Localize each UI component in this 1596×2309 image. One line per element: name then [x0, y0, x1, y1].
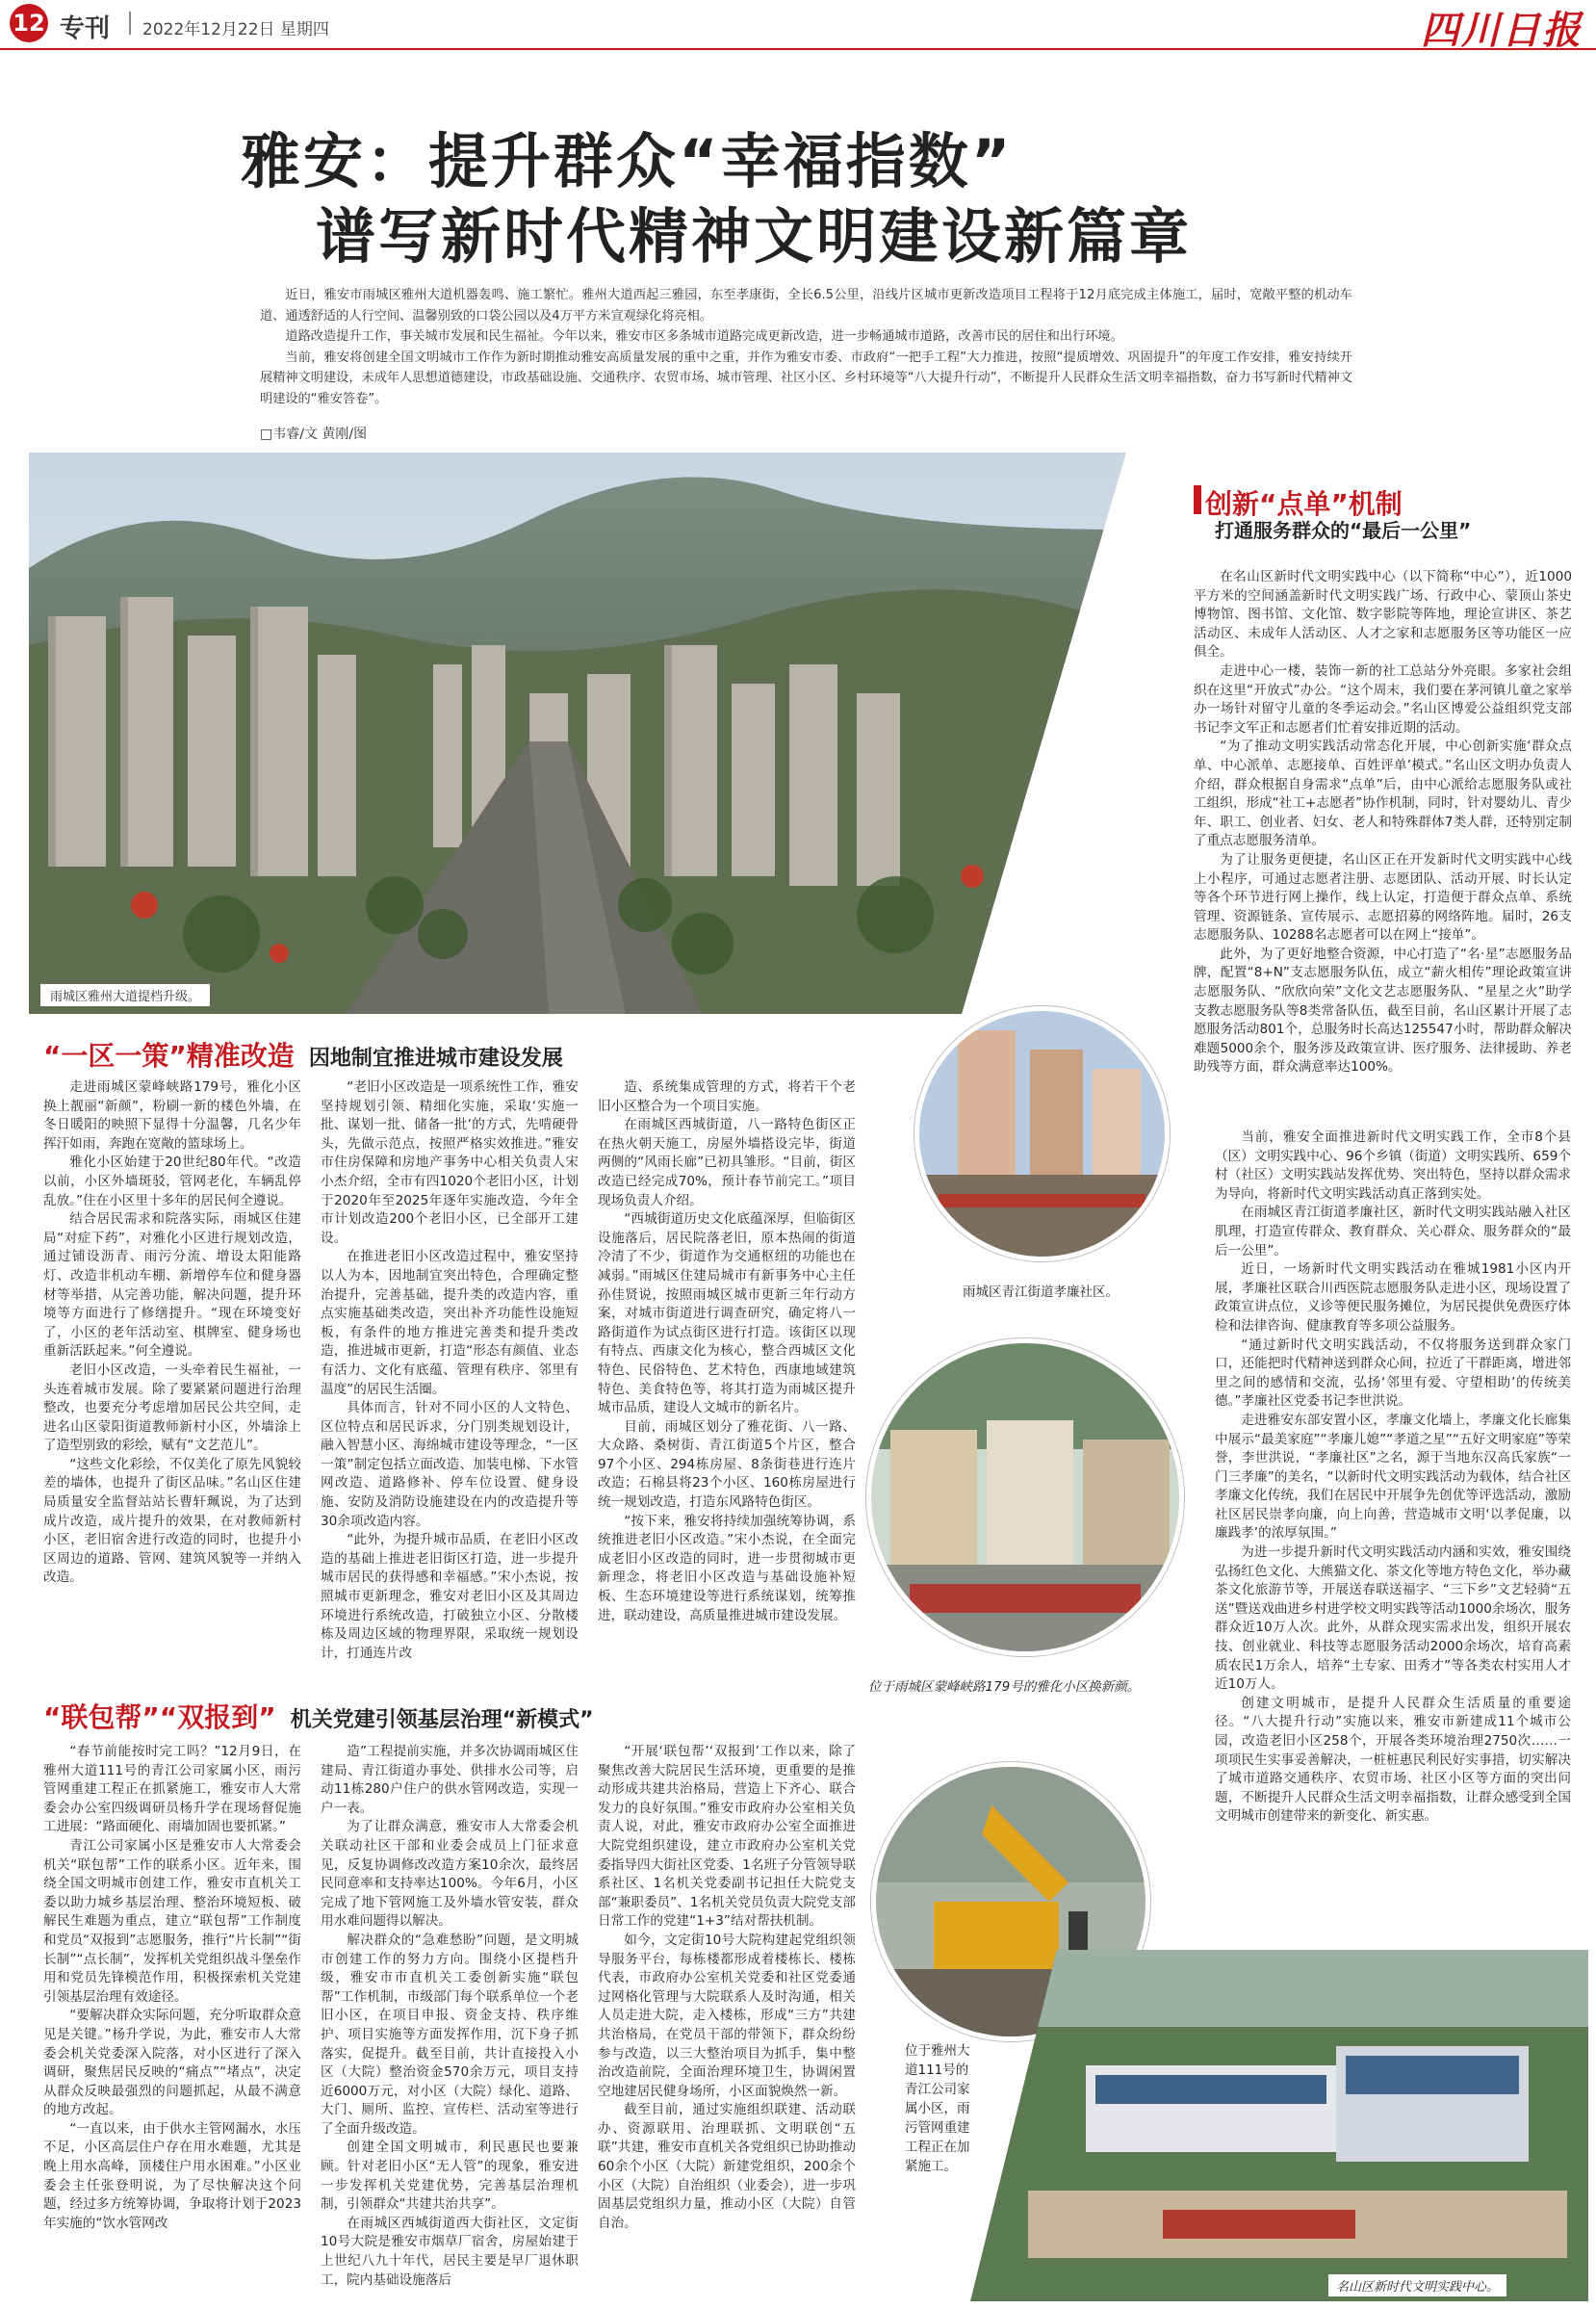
section-1-marker — [1194, 485, 1201, 514]
section-3-paragraph: 为了让群众满意，雅安市人大常委会机关联动社区干部和业委会成员上门征求意见，反复协调修改改造方案10余次，最终居民同意率和支持率达100%。今年6月，小区完成了地下管网施工及外墙水管安装，群众用水难问题得以解决。 — [321, 1819, 579, 1930]
page-header — [0, 0, 1596, 53]
section-3-paragraph: 解决群众的“急难愁盼”问题，是文明城市创建工作的努力方向。围绕小区提档升级，雅安市市直机关工委创新实施“联包帮”工作机制，市级部门每个联系单位一个老旧小区，在项目申报、资金支持、秩序维护、项目实施等方面发挥作用，沉下身子抓落实，促提升。截至目前，共计直接投入小区（大院）整治资金570余万元，项目支持近6000万元，对小区（大院）绿化、道路、大门、厕所、监控、宣传栏、活动室等进行了全面升级改造。 — [321, 1932, 579, 2137]
section-1-paragraph: 为了让服务更便捷，名山区正在开发新时代文明实践中心线上小程序，可通过志愿者注册、志愿团队、活动开展、时长认定等各个环节进行网上操作，线上认定，打造便于群众点单、系统管理、资源链条、宣传展示、志愿招募的网络阵地。届时，26支志愿服务队、10288名志愿者可以在网上“接单”。 — [1194, 851, 1572, 944]
section-2-paragraph: “按下来，雅安将持续加强统筹协调，系统推进老旧小区改造。”宋小杰说，在全面完成老旧小区改造的同时，进一步贯彻城市更新理念，将老旧小区改造与基础设施补短板、生态环境建设等进行系统谋划，统筹推进，联动建设，高质量推进城市建设发展。 — [598, 1513, 856, 1623]
issue-date: 2022年12月22日 星期四 — [142, 20, 329, 39]
section-3-title — [43, 1697, 594, 1735]
section-2-title-black: 因地制宜推进城市建设发展 — [308, 1047, 563, 1071]
section-1-title: 创新“点单”机制 — [1205, 488, 1403, 520]
byline: □韦睿/文 黄刚/图 — [260, 427, 368, 442]
section-2-paragraph: “西城街道历史文化底蕴深厚，但临街区设施落后，居民院落老旧，原本热闹的街道冷清了不少，街道作为交通枢纽的功能也在减弱。”雨城区住建局城市有新事务中心主任孙佳贤说，按照雨城区城市更新三年行动方案，对城市街道进行调查研究，确定将八一路街道作为试点街区进行打造。该街区以现有特点、西康文化为核心，整合西城区文化特色、民俗特色、艺术特色，西康地域建筑特色、美食特色等，将其打造为雨城区提升城市品质，建设人文城市的新名片。 — [598, 1211, 856, 1416]
section-2-title — [43, 1035, 563, 1074]
section-3-paragraph: 创建全国文明城市，利民惠民也要兼顾。针对老旧小区“无人管”的现象，雅安进一步发挥机关党建优势，完善基层治理机制，引领群众“共建共治共享”。 — [321, 2140, 579, 2213]
section-1-paragraph: 此外，为了更好地整合资源，中心打造了“名·星”志愿服务品牌，配置“8+N”支志愿服务队伍，成立“薪火相传”理论政策宣讲志愿服务队、“欣欣向荣”文化文艺志愿服务队、“星星之火”助学支教志愿服务队等8类常备队伍，截至目前，名山区累计开展了志愿服务活动801个，总服务时长高达125547小时，帮助群众解决难题5000余个，服务涉及政策宣讲、医疗服务、法律援助、养老助残等方面，群众满意率达100%。 — [1194, 946, 1572, 1076]
section-2-paragraph: 老旧小区改造，一头牵着民生福祉，一头连着城市发展。除了要紧紧问题进行治理整改，也要充分考虑增加居民公共空间，走进名山区蒙阳街道教师新村小区，外墙涂上了造型别致的彩绘，赋有“文艺范儿”。 — [43, 1362, 301, 1454]
section-3-paragraph: 在雨城区西城街道西大街社区，文定街10号大院是雅安市烟草厂宿舍，房屋始建于上世纪八九十年代，居民主要是早厂退休职工，院内基础设施落后 — [321, 2215, 579, 2288]
section-3-paragraph: “要解决群众实际问题，充分听取群众意见是关键。”杨升学说，为此，雅安市人大常委会机关党委深入院落，对小区进行了深入调研，聚焦居民反映的“痛点”“堵点”，决定从群众反映最强烈的问题抓起，从最不满意的地方改起。 — [43, 2008, 301, 2118]
section-1-paragraph: 走进中心一楼，装饰一新的社工总站分外亮眼。多家社会组织在这里“开放式”办公。“这个周末，我们要在茅河镇儿童之家举办一场针对留守儿童的冬季运动会。”名山区博爱公益组织党支部书记李文军正和志愿者们忙着安排近期的活动。 — [1194, 662, 1572, 736]
section-3-title-red: “联包帮”“双报到” — [43, 1701, 276, 1733]
section-2-paragraph: 在推进老旧小区改造过程中，雅安坚持以人为本，因地制宜突出特色，合理确定整治提升，完善基础，提升类的改造内容，重点实施基础类改造，突出补齐功能性设施短板，有条件的地方推进完善类和提升类改造，推进城市更新，打造“形态有颜值、业态有活力、文化有底蕴、管理有秩序、邻里有温度”的居民生活圈。 — [321, 1249, 579, 1397]
lead-paragraphs — [260, 285, 1352, 409]
circle-photo-3-caption: 位于雅州大道111号的青江公司家属小区，雨污管网重建工程正在加紧施工。 — [905, 2043, 970, 2174]
header-divider — [129, 12, 131, 35]
section-2-column-1 — [43, 1078, 301, 1675]
headline-line-1: 雅安：提升群众“幸福指数” — [241, 126, 1014, 196]
circle-photo-xiaolian-community — [914, 1006, 1170, 1261]
section-2-paragraph: 结合居民需求和院落实际，雨城区住建局“对症下药”，对雅化小区进行规划改造，通过铺设沥青、雨污分流、增设太阳能路灯、改造非机动车棚、新增停车位和健身器材等举措，从完善功能，解决问题，提升环境等方面进行了修缮提升。“现在环境变好了，小区的老年活动室、棋牌室、健身场也重新活跃起来。”何全遵说。 — [43, 1211, 301, 1360]
section-2-paragraph: 造、系统集成管理的方式，将若干个老旧小区整合为一个项目实施。 — [598, 1079, 856, 1114]
section-3-paragraph: 如今，文定街10号大院构建起党组织领导服务平台，每栋楼都形成着楼栋长、楼栋代表，市政府办公室机关党委和社区党委通过网格化管理与大院联系人及时沟通，相关人员走进大院，走入楼栋，形成“三方”共建共治格局，在党员干部的带领下，群众纷纷参与改造，以三大整治项目为抓手，集中整治改造前院，全面治理环境卫生，协调闲置空地建居民健身场所，小区面貌焕然一新。 — [598, 1932, 856, 2099]
section-1-subtitle: 打通服务群众的“最后一公里” — [1215, 519, 1472, 542]
section-1-column-a — [1194, 568, 1572, 1127]
section-2-title-red: “一区一策”精准改造 — [43, 1040, 295, 1072]
headline-line-2: 谱写新时代精神文明建设新篇章 — [316, 201, 1193, 272]
main-photo-city-road — [29, 453, 1126, 1014]
section-1-paragraph: 创建文明城市，是提升人民群众生活质量的重要途径。“八大提升行动”实施以来，雅安市新建成11个城市公园，改造老旧小区258个，开展各类环境治理2750次……一项项民生实事妥善解决，一桩桩惠民利民好实事措，切实解决了城市道路交通秩序、农贸市场、社区小区等方面的突出问题，不断提升人民群众生活文明幸福指数，让群众感受到全国文明城市创建带来的新变化、新实惠。 — [1215, 1695, 1571, 1825]
section-3-paragraph: “春节前能按时完工吗？”12月9日，在雅州大道111号的青江公司家属小区，雨污管网重建工程正在抓紧施工，雅安市人大常委会办公室四级调研员杨升学在现场督促施工进展：“路面硬化、雨墙加固也要抓紧。” — [43, 1744, 301, 1835]
section-1-column-b — [1215, 1129, 1571, 1937]
section-3-paragraph: 青江公司家属小区是雅安市人大常委会机关“联包帮”工作的联系小区。近年来，围绕全国文明城市创建工作，雅安市直机关工委以助力城乡基层治理、整治环境短板、破解民生难题为重点，建立“联包帮”工作制度和党员“双报到”志愿服务，推行“片长制”“街长制”“点长制”，发挥机关党组织战斗堡垒作用和党员先锋模范作用，积极探索机关党建引领基层治理有效途径。 — [43, 1837, 301, 2005]
section-2-column-2 — [321, 1078, 579, 1675]
section-3-column-1 — [43, 1743, 301, 2301]
page-number-badge: 12 — [10, 4, 48, 42]
section-3-paragraph: 造”工程提前实施，并多次协调雨城区住建局、青江街道办事处、供排水公司等，启动11栋280户住户的供水管网改造，实现一户一表。 — [321, 1744, 579, 1816]
section-2-column-3 — [598, 1078, 856, 1675]
section-1-paragraph: 近日，一场新时代文明实践活动在雅城1981小区内开展，孝廉社区联合川西医院志愿服务队走进小区，现场设置了政策宣讲点位，义诊等便民服务摊位，为居民提供免费医疗体检和法律咨询、健康教育等多项公益服务。 — [1215, 1261, 1571, 1334]
section-name: 专刊 — [60, 14, 111, 43]
section-2-paragraph: 在雨城区西城街道，八一路特色街区正在热火朝天施工，房屋外墙搭设完毕，街道两侧的“风雨长廊”已初具雏形。“目前，街区改造已经完成70%，预计春节前完工。”项目现场负责人介绍。 — [598, 1117, 856, 1208]
section-2-paragraph: 雅化小区始建于20世纪80年代。“改造以前，小区外墙斑驳，管网老化，车辆乱停乱放。”住在小区里十多年的居民何全遵说。 — [43, 1154, 301, 1208]
bottom-photo-civilization-center — [970, 1950, 1588, 2301]
section-2-paragraph: 具体而言，针对不同小区的人文特色、区位特点和居民诉求，分门别类规划设计，融入智慧小区、海绵城市建设等理念，“一区一策”制定包括立面改造、加装电梯、下水管网改造、道路修补、停车位设置、健身设施、安防及消防设施建设在内的改造提升等30余项改造内容。 — [321, 1400, 579, 1529]
section-3-paragraph: “开展‘联包帮’‘双报到’工作以来，除了聚焦改善大院居民生活环境，更重要的是推动形成共建共治格局，营造上下齐心、联合发力的良好氛围。”雅安市政府办公室相关负责人说，对此，雅安市政府办公室全面推进大院党组织建设，建立市政府办公室机关党委指导四大街社区党委、1名班子分管领导联系社区、1名机关党委副书记担任大院党支部“兼职委员”、1名机关党员负责大院党支部日常工作的党建“1+3”结对帮扶机制。 — [598, 1744, 856, 1930]
circle-photo-2-caption: 位于雨城区蒙峰峡路179号的雅化小区换新颜。 — [868, 1679, 1141, 1695]
lead-paragraph: 道路改造提升工作，事关城市发展和民生福祉。今年以来，雅安市区多条城市道路完成更新改造，进一步畅通城市道路，改善市民的居住和出行环境。 — [285, 329, 1123, 344]
lead-paragraph: 近日，雅安市雨城区雅州大道机器轰鸣、施工繁忙。雅州大道西起三雅园，东至孝康街，全长6.5公里，沿线片区城市更新改造项目工程将于12月底完成主体施工，届时，宽敞平整的机动车道、通透舒适的人行空间、温馨别致的口袋公园以及4万平方米宣观绿化将亮相。 — [260, 288, 1352, 324]
section-2-paragraph: “此外，为提升城市品质，在老旧小区改造的基础上推进老旧街区打造，进一步提升城市居民的获得感和幸福感。”宋小杰说，按照城市更新理念，雅安对老旧小区及其周边环境进行系统改造，打破独立小区、分散楼栋及周边区域的物理界限，采取统一规划设计，打通连片改 — [321, 1532, 579, 1661]
section-3-column-2 — [321, 1743, 579, 2301]
section-3-column-3 — [598, 1743, 856, 2301]
section-3-paragraph: 截至目前，通过实施组织联建、活动联办、资源联用、治理联抓、文明联创“五联”共建，雅安市直机关各党组织已协助推动60余个小区（大院）新建党组织，200余个小区（大院）自治组织（业委会），进一步巩固基层党组织力量，推动小区（大院）自管自治。 — [598, 2102, 856, 2231]
bottom-photo-caption: 名山区新时代文明实践中心。 — [1328, 2274, 1506, 2296]
masthead-logo: 四川日报 — [1421, 8, 1583, 53]
section-1-paragraph: 走进雅安东部安置小区，孝廉文化墙上，孝廉文化长廊集中展示“最美家庭”“孝廉儿媳”“孝道之星”“五好文明家庭”等荣誉，李世洪说，“孝廉社区”之名，源于当地东汉高氏家族“一门三孝廉”的美名，“以新时代文明实践活动为载体，结合社区孝廉文化传统，我们在居民中开展争先创优等评选活动，激励社区居民崇孝向廉，向上向善，营造城市文明‘以孝促廉，以廉践孝’的浓厚氛围。” — [1215, 1412, 1571, 1542]
section-1-paragraph: 在名山区新时代文明实践中心（以下简称“中心”），近1000平方米的空间涵盖新时代文明实践广场、行政中心、蒙顶山茶史博物馆、图书馆、文化馆、数字影院等阵地，理论宣讲区、茶艺活动区、未成年人活动区、人才之家和志愿服务区等功能区一应俱全。 — [1194, 569, 1572, 661]
main-photo-caption: 雨城区雅州大道提档升级。 — [40, 984, 210, 1006]
circle-photo-1-caption: 雨城区青江街道孝廉社区。 — [963, 1284, 1119, 1300]
section-1-paragraph: 当前，雅安全面推进新时代文明实践工作，全市8个县（区）文明实践中心、96个乡镇（街道）文明实践所、659个村（社区）文明实践站发挥优势、突出特色，坚持以群众需求为导向，将新时代文明实践活动真正落到实处。 — [1215, 1129, 1571, 1202]
section-1-paragraph: “通过新时代文明实践活动，不仅将服务送到群众家门口，还能把时代精神送到群众心间，拉近了干群距离，增进邻里之间的感情和交流，弘扬‘邻里有爱、守望相助’的传统美德。”孝廉社区党委书记李世洪说。 — [1215, 1336, 1571, 1410]
section-2-paragraph: “这些文化彩绘，不仅美化了原先风貌较差的墙体，也提升了街区品味。”名山区住建局质量安全监督站站长曹轩珮说，为了达到成片改造，成片提升的效果，在对教师新村小区，老旧宿舍进行改造的同时，也提升小区周边的道路、管网、建筑风貌等一并纳入改造。 — [43, 1456, 301, 1586]
section-1-paragraph: 为进一步提升新时代文明实践活动内涵和实效，雅安围绕弘扬红色文化、大熊猫文化、茶文化等地方特色文化，举办藏茶文化旅游节等，开展送春联送福字、“三下乡”文艺轻骑“五送”暨送戏曲进乡村进学校文明实践等活动1000余场次，服务群众近10万人次。此外，从群众现实需求出发，组织开展农技、创业就业、科技等志愿服务活动2000余场次，培育高素质农民1万余人，培养“土专家、田秀才”等各类农村实用人才近10万人。 — [1215, 1544, 1571, 1693]
section-3-title-black: 机关党建引领基层治理“新模式” — [290, 1708, 594, 1732]
section-3-paragraph: “一直以来，由于供水主管网漏水，水压不足，小区高层住户存在用水难题，尤其是晚上用水高峰，顶楼住户用水困难。”小区业委会主任张登明说，为了尽快解决这个问题，经过多方统筹协调，争取将计划于2023年实施的“饮水管网改 — [43, 2120, 301, 2231]
lead-paragraph: 当前，雅安将创建全国文明城市工作作为新时期推动雅安高质量发展的重中之重，并作为雅安市委、市政府“一把手工程”大力推进，按照“提质增效、巩固提升”的年度工作安排，雅安持续开展精神文明建设，未成年人思想道德建设，市政基础设施、交通秩序、农贸市场、城市管理、社区小区、乡村环境等“八大提升行动”，不断提升人民群众生活文明幸福指数，奋力书写新时代精神文明建设的“雅安答卷”。 — [260, 350, 1352, 406]
section-2-paragraph: 目前，雨城区划分了雅花街、八一路、大众路、桑树街、青江街道5个片区，整合97个小区、294栋房屋、8条街巷进行连片改造；石棉县将23个小区、160栋房屋进行统一规划改造，打造东风路特色街区。 — [598, 1418, 856, 1511]
section-2-paragraph: “老旧小区改造是一项系统性工作，雅安坚持规划引领、精细化实施，采取‘实施一批、谋划一批、储备一批’的方式，先啃硬骨头，先做示范点，按照严格实效推进。”雅安市住房保障和房地产事务中心相关负责人宋小杰介绍，全市有四1020个老旧小区，计划于2020年至2025年逐年实施改造，今年全市计划改造200个老旧小区，已全部开工建设。 — [321, 1079, 579, 1246]
section-1-paragraph: “为了推动文明实践活动常态化开展，中心创新实施‘群众点单、中心派单、志愿接单、百姓评单’模式。”名山区文明办负责人介绍，群众根据自身需求“点单”后，由中心派给志愿服务队或社工组织，形成“社工+志愿者”协作机制，同时，针对婴幼儿、青少年、职工、创业者、妇女、老人和特殊群体7类人群，还特别定制了重点志愿服务清单。 — [1194, 739, 1572, 849]
section-2-paragraph: 走进雨城区蒙峰峡路179号，雅化小区换上靓丽“新颜”，粉刷一新的楼色外墙，在冬日暖阳的映照下显得十分温馨，几名少年挥汗如雨，奔跑在宽敞的篮球场上。 — [43, 1079, 301, 1152]
circle-photo-yahua-residence — [866, 1338, 1184, 1656]
section-1-paragraph: 在雨城区青江街道孝廉社区，新时代文明实践站融入社区肌理，打造宣传群众、教育群众、关心群众、服务群众的“最后一公里”。 — [1215, 1205, 1571, 1258]
